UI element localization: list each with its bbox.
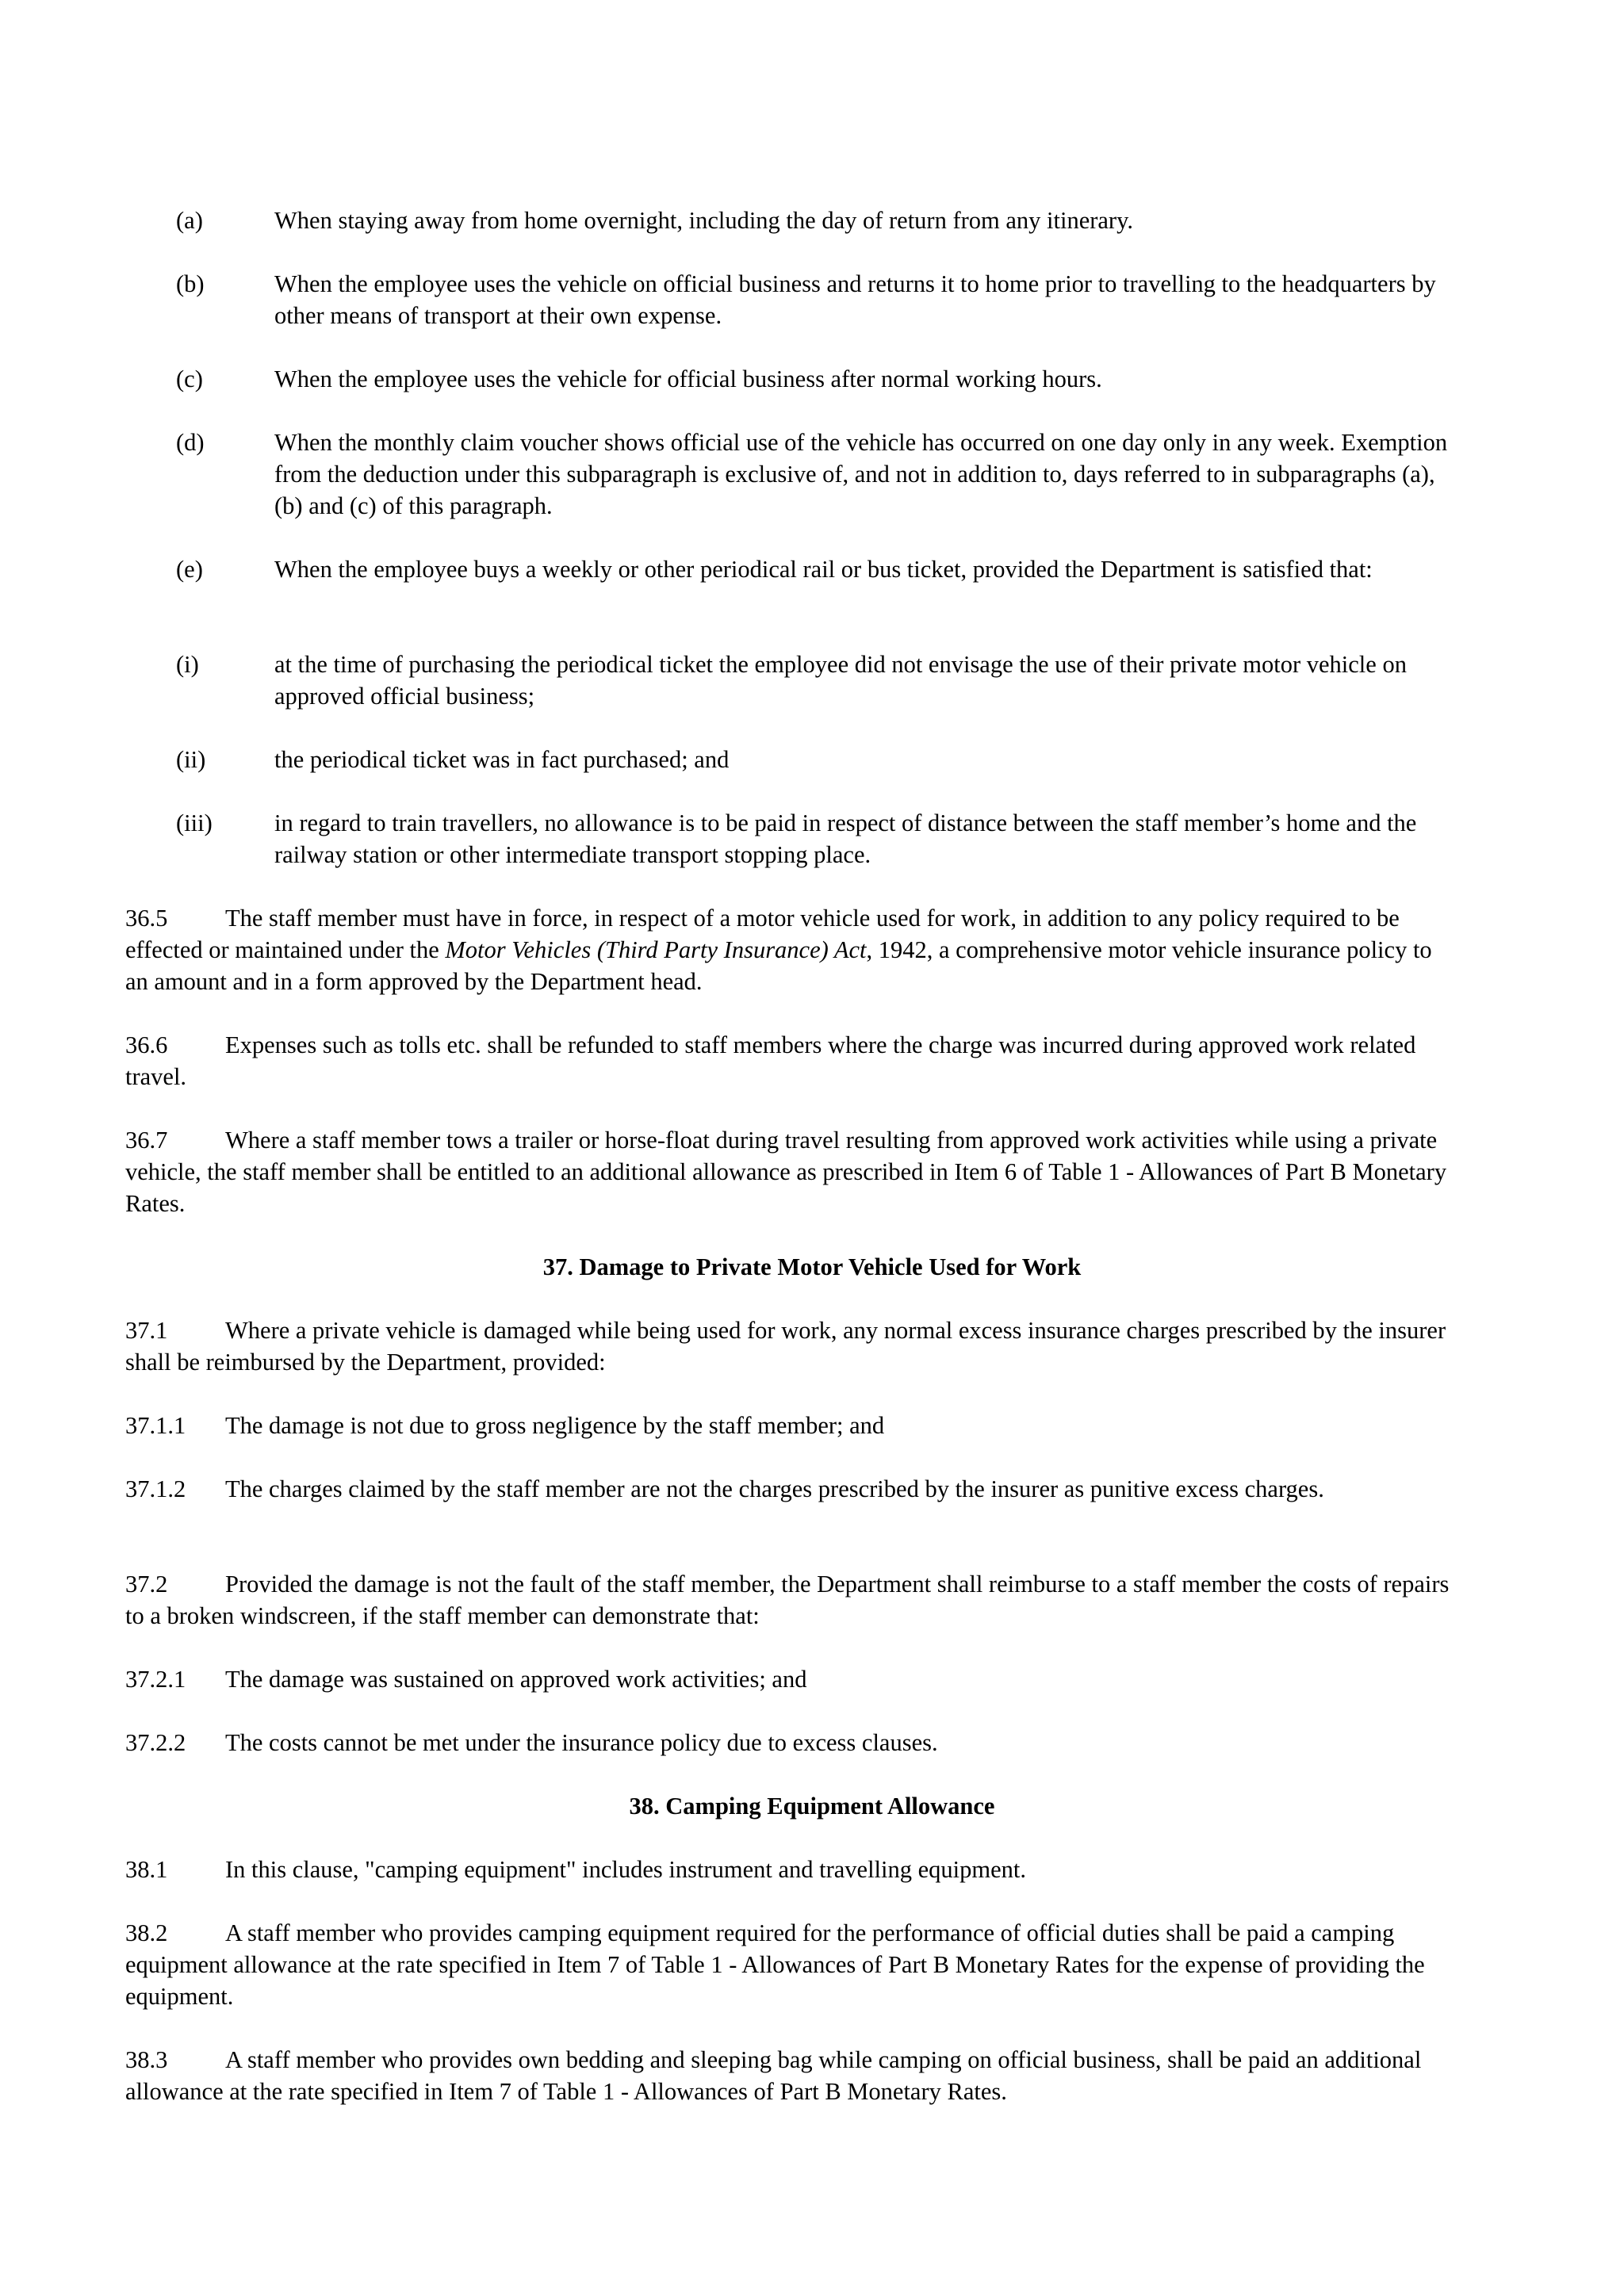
clause-text: The staff member must have in force, in respect of a motor vehicle used for work, in addition to any policy required to be effected or maintained under the	[125, 905, 1400, 963]
clause-38-3	[125, 2044, 1450, 2107]
clause-number: 37.2	[125, 1571, 168, 1598]
clause-36-5	[125, 902, 1450, 997]
clause-37-2-1	[125, 1663, 1450, 1695]
list-item-text: When staying away from home overnight, including the day of return from any itinerary.	[274, 207, 1133, 234]
clause-37-1-1	[125, 1410, 1450, 1441]
list-item-text: the periodical ticket was in fact purchased; and	[274, 746, 730, 773]
clause-text: In this clause, "camping equipment" includes instrument and travelling equipment.	[225, 1856, 1026, 1883]
clause-number: 37.1.2	[125, 1475, 186, 1502]
clause-text: The damage is not due to gross negligence by the staff member; and	[225, 1412, 885, 1439]
list-item-text: When the employee buys a weekly or other periodical rail or bus ticket, provided the Department is satisfied that:	[274, 556, 1373, 583]
list-item-text: in regard to train travellers, no allowance is to be paid in respect of distance between the staff member’s home and the railway station or other intermediate transport stopping place.	[274, 809, 1417, 868]
list-item-label: (b)	[176, 270, 205, 297]
clause-text: Where a staff member tows a trailer or horse-float during travel resulting from approved work activities while using a private vehicle, the staff member shall be entitled to an additional allowance as prescribed in Item 6 of Table 1 - Allowances of Part B Monetary Rates.	[125, 1127, 1447, 1217]
clause-text: Where a private vehicle is damaged while being used for work, any normal excess insurance charges prescribed by the insurer shall be reimbursed by the Department, provided:	[125, 1317, 1446, 1376]
clause-37-2-2	[125, 1727, 1450, 1758]
clause-37-1-2	[125, 1473, 1450, 1505]
clause-text: The costs cannot be met under the insurance policy due to excess clauses.	[225, 1729, 938, 1756]
clause-text: The damage was sustained on approved work activities; and	[225, 1666, 807, 1693]
list-item-label: (ii)	[176, 746, 206, 773]
clause-number: 37.1	[125, 1317, 168, 1344]
clause-number: 37.2.1	[125, 1666, 186, 1693]
clause-text: Provided the damage is not the fault of the staff member, the Department shall reimburse to a staff member the costs of repairs to a broken windscreen, if the staff member can demonstrate that:	[125, 1571, 1450, 1629]
list-item-label: (c)	[176, 365, 203, 392]
list-item-label: (i)	[176, 651, 199, 678]
list-item-text: When the employee uses the vehicle on official business and returns it to home prior to travelling to the headquarters by other means of transport at their own expense.	[274, 270, 1436, 329]
clause-number: 36.6	[125, 1031, 168, 1058]
clause-text: , 1942, a comprehensive motor vehicle insurance policy to an amount and in a form approved by the Department head.	[125, 936, 1432, 995]
clause-38-2	[125, 1917, 1450, 2012]
list-item-label: (d)	[176, 429, 205, 456]
clause-37-2	[125, 1568, 1450, 1632]
section-heading-38: 38. Camping Equipment Allowance	[629, 1793, 995, 1820]
clause-number: 38.3	[125, 2046, 168, 2073]
list-item-text: at the time of purchasing the periodical ticket the employee did not envisage the use of their private motor vehicle on approved official business;	[274, 651, 1407, 710]
clause-number: 36.5	[125, 905, 168, 932]
list-item-text: When the employee uses the vehicle for official business after normal working hours.	[274, 365, 1102, 392]
clause-36-6	[125, 1029, 1450, 1093]
clause-text: The charges claimed by the staff member are not the charges prescribed by the insurer as punitive excess charges.	[225, 1475, 1324, 1502]
list-item-text: When the monthly claim voucher shows official use of the vehicle has occurred on one day only in any week. Exemption from the deduction under this subparagraph is exclusive of, and not in addition to, days referred to in subparagraphs (a), (b) and (c) of this paragraph.	[274, 429, 1448, 519]
clause-number: 37.1.1	[125, 1412, 186, 1439]
list-item-label: (a)	[176, 207, 203, 234]
clause-37-1	[125, 1314, 1450, 1378]
clause-number: 36.7	[125, 1127, 168, 1154]
clause-number: 38.2	[125, 1919, 168, 1946]
clause-text: A staff member who provides camping equipment required for the performance of official duties shall be paid a camping equipment allowance at the rate specified in Item 7 of Table 1 - Allowances of Part B Monetary Rates for the expense of providing the equipment.	[125, 1919, 1425, 2010]
clause-36-7	[125, 1124, 1450, 1219]
list-item-label: (iii)	[176, 809, 213, 836]
clause-text: A staff member who provides own bedding and sleeping bag while camping on official business, shall be paid an additional allowance at the rate specified in Item 7 of Table 1 - Allowances of Part B Monetary Rates.	[125, 2046, 1422, 2105]
section-heading-37: 37. Damage to Private Motor Vehicle Used for Work	[542, 1253, 1082, 1280]
list-item-label: (e)	[176, 556, 203, 583]
clause-number: 37.2.2	[125, 1729, 186, 1756]
clause-38-1	[125, 1854, 1450, 1885]
clause-text: Expenses such as tolls etc. shall be refunded to staff members where the charge was incurred during approved work related travel.	[125, 1031, 1416, 1090]
clause-number: 38.1	[125, 1856, 168, 1883]
act-title: Motor Vehicles (Third Party Insurance) Act	[445, 936, 867, 963]
